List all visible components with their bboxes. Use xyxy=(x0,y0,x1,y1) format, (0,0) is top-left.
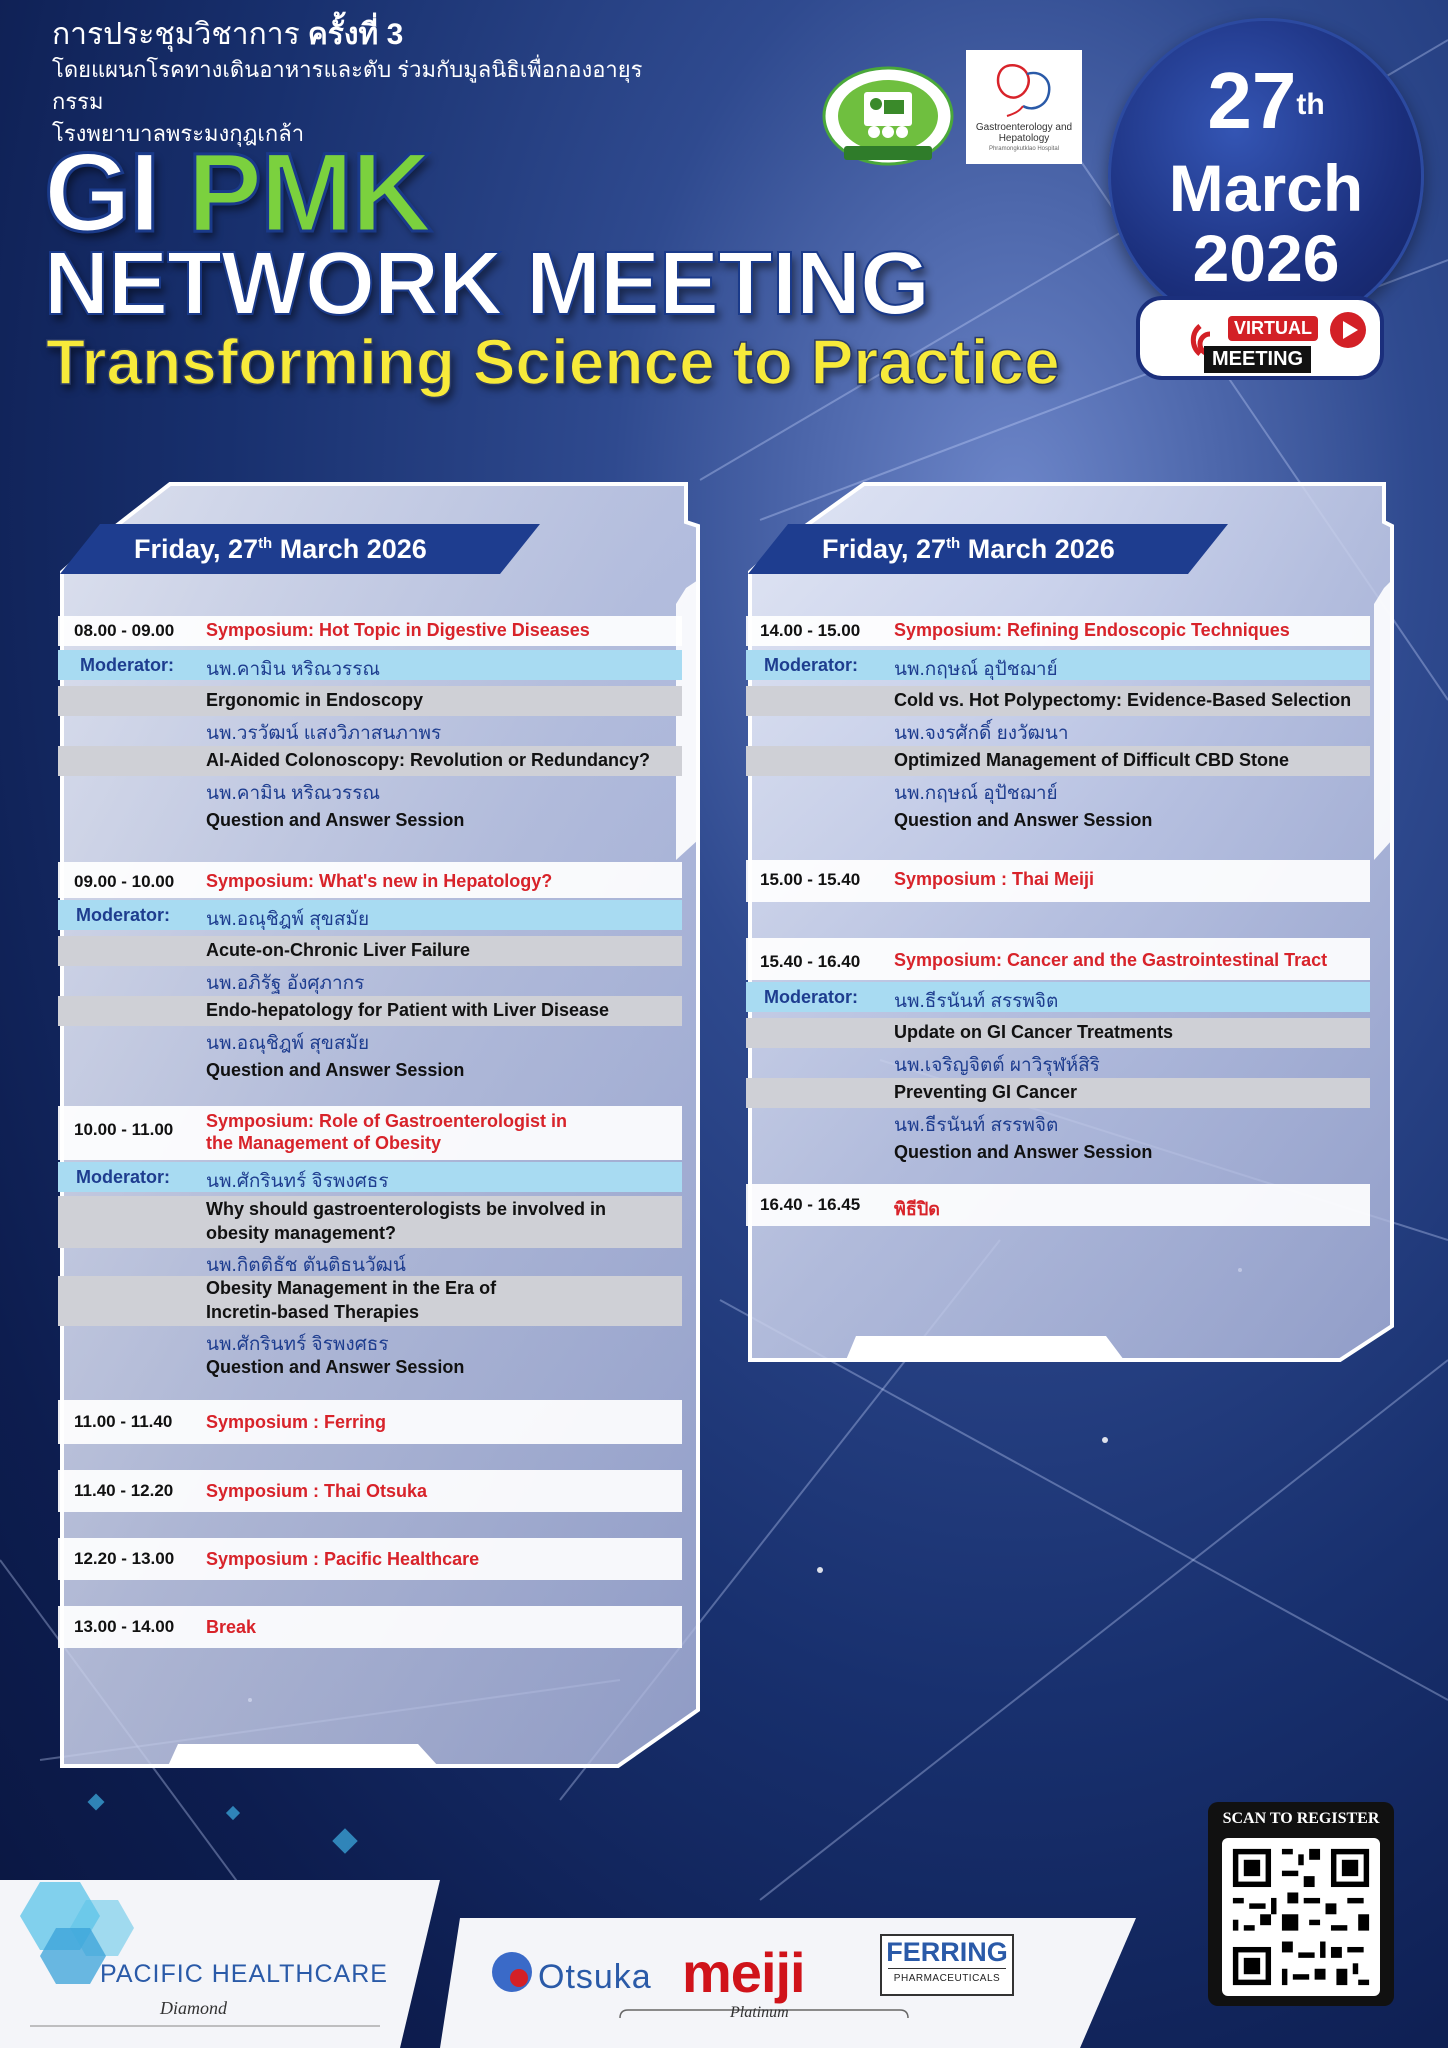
session-title: Symposium : Thai Otsuka xyxy=(206,1481,428,1501)
session-title: Break xyxy=(206,1617,257,1637)
virtual-label: VIRTUAL xyxy=(1228,316,1318,341)
talk-title: AI-Aided Colonoscopy: Revolution or Redundancy? xyxy=(206,750,651,770)
conference-edition-number: ครั้งที่ 3 xyxy=(307,18,404,51)
session-time: 16.40 - 16.45 xyxy=(760,1195,861,1214)
moderator-label: Moderator: xyxy=(76,1167,170,1187)
conference-label: การประชุมวิชาการ xyxy=(52,18,300,51)
ferring-sub: PHARMACEUTICALS xyxy=(888,1968,1006,1989)
talk-title: Optimized Management of Difficult CBD Stone xyxy=(894,750,1290,770)
session-title: Symposium: Hot Topic in Digestive Diseases xyxy=(206,620,590,640)
qa-session: Question and Answer Session xyxy=(206,810,465,830)
talk-title: Endo-hepatology for Patient with Liver Disease xyxy=(206,1000,610,1020)
speaker-name: นพ.จงรศักดิ์ ยงวัฒนา xyxy=(894,723,1069,744)
conference-edition xyxy=(52,16,692,54)
panel-left-date-tab xyxy=(60,524,540,574)
session-title: the Management of Obesity xyxy=(206,1133,442,1153)
date-badge xyxy=(1108,18,1424,334)
session-time: 12.20 - 13.00 xyxy=(74,1549,175,1568)
session-time: 10.00 - 11.00 xyxy=(74,1120,174,1139)
moderator-name: นพ.ธีรนันท์ สรรพจิต xyxy=(894,991,1059,1012)
speaker-name: นพ.อณุชิฎพ์ สุขสมัย xyxy=(206,1033,370,1054)
logo2-subcaption: Phramongkutklao Hospital xyxy=(988,146,1060,152)
sponsor-pacific-healthcare: PACIFIC HEALTHCARE xyxy=(100,1960,388,1988)
talk-title: Why should gastroenterologists be involved in xyxy=(206,1199,607,1219)
speaker-name: นพ.วรวัฒน์ แสงวิภาสนภาพร xyxy=(206,723,442,744)
moderator-name: นพ.คามิน หริณวรรณ xyxy=(206,659,381,680)
speaker-name: นพ.เจริญจิตต์ ผาวิรุฬห์สิริ xyxy=(894,1055,1100,1076)
logo2-caption: Gastroenterology and Hepatology xyxy=(975,122,1073,144)
panel-right-date-text: Friday, 27th March 2026 xyxy=(822,533,1115,564)
talk-title: Incretin-based Therapies xyxy=(206,1302,420,1322)
talk-title: Obesity Management in the Era of xyxy=(206,1278,497,1298)
moderator-label: Moderator: xyxy=(76,905,170,925)
session-time: 14.00 - 15.00 xyxy=(760,621,861,640)
date-month: March xyxy=(1168,151,1364,225)
foundation-logo xyxy=(818,66,958,166)
title-pmk: PMK xyxy=(187,130,431,255)
session-title: Symposium : Pacific Healthcare xyxy=(206,1549,480,1569)
talk-title: Acute-on-Chronic Liver Failure xyxy=(206,940,471,960)
title-network-meeting: NETWORK MEETING xyxy=(44,234,929,334)
virtual-meeting-badge xyxy=(1136,296,1384,380)
date-day xyxy=(1111,56,1421,145)
speaker-name: นพ.กิตติธัช ตันติธนวัฒน์ xyxy=(206,1255,406,1276)
talk-title: Cold vs. Hot Polypectomy: Evidence-Based Selection xyxy=(894,690,1352,710)
speaker-name: นพ.ศักรินทร์ จิรพงศธร xyxy=(206,1334,389,1355)
qr-code-icon xyxy=(1222,1838,1380,1996)
session-time: 09.00 - 10.00 xyxy=(74,872,175,891)
speaker-name: นพ.ธีรนันท์ สรรพจิต xyxy=(894,1115,1059,1136)
tagline: Transforming Science to Practice xyxy=(46,326,1060,398)
sponsor-meiji: meiji xyxy=(682,1941,805,2004)
ferring-name: FERRING xyxy=(886,1937,1008,1967)
schedule-panel-left xyxy=(58,480,704,1770)
date-day-number: 27 xyxy=(1207,56,1297,145)
session-time: 11.40 - 12.20 xyxy=(74,1481,174,1500)
moderator-label: Moderator: xyxy=(764,655,858,675)
liver-stomach-icon xyxy=(989,56,1059,122)
talk-title: obesity management? xyxy=(206,1223,397,1243)
session-time: 15.40 - 16.40 xyxy=(760,952,861,971)
organizer-line: โดยแผนกโรคทางเดินอาหารและตับ ร่วมกับมูลนิธิเพื่อกองอายุรกรรม xyxy=(52,57,643,114)
session-time: 11.00 - 11.40 xyxy=(74,1412,173,1431)
talk-title: Preventing GI Cancer xyxy=(894,1082,1078,1102)
moderator-name: นพ.อณุชิฎพ์ สุขสมัย xyxy=(206,909,370,930)
sponsor-ferring xyxy=(880,1934,1014,1996)
date-year: 2026 xyxy=(1192,221,1340,295)
gastro-hepatology-logo xyxy=(966,50,1082,164)
hospital-line: โรงพยาบาลพระมงกุฎเกล้า xyxy=(52,121,305,146)
session-title: Symposium: Refining Endoscopic Techniques xyxy=(894,620,1290,640)
moderator-name: นพ.ศักรินทร์ จิรพงศธร xyxy=(206,1171,389,1192)
platinum-tier-label: Platinum xyxy=(730,2004,789,2021)
qa-session: Question and Answer Session xyxy=(894,810,1153,830)
moderator-label: Moderator: xyxy=(80,655,174,675)
session-title: Symposium: Role of Gastroenterologist in xyxy=(206,1111,568,1131)
moderator-name: นพ.กฤษณ์ อุปัชฌาย์ xyxy=(894,659,1058,680)
schedule-panel-right xyxy=(746,480,1396,1364)
session-title: Symposium: Cancer and the Gastrointestinal Tract xyxy=(894,950,1328,970)
speaker-name: นพ.อภิรัฐ อังศุภากร xyxy=(206,973,365,994)
play-icon xyxy=(1328,310,1368,350)
speaker-name: นพ.คามิน หริณวรรณ xyxy=(206,783,381,804)
session-time: 08.00 - 09.00 xyxy=(74,621,175,640)
speaker-name: นพ.กฤษณ์ อุปัชฌาย์ xyxy=(894,783,1058,804)
moderator-label: Moderator: xyxy=(764,987,858,1007)
session-title: Symposium : Ferring xyxy=(206,1412,387,1432)
meeting-label: MEETING xyxy=(1204,346,1311,373)
session-title: Symposium: What's new in Hepatology? xyxy=(206,871,553,891)
session-time: 13.00 - 14.00 xyxy=(74,1617,175,1636)
qr-code[interactable] xyxy=(1222,1838,1380,1996)
session-title: พิธีปิด xyxy=(894,1199,940,1219)
qa-session: Question and Answer Session xyxy=(206,1060,465,1080)
panel-left-date-text: Friday, 27th March 2026 xyxy=(134,533,427,564)
qa-session: Question and Answer Session xyxy=(894,1142,1153,1162)
date-day-suffix: th xyxy=(1296,88,1325,121)
session-title: Symposium : Thai Meiji xyxy=(894,869,1095,889)
register-label: SCAN TO REGISTER xyxy=(1222,1810,1380,1827)
panel-right-frame xyxy=(746,480,1396,1364)
register-qr-block[interactable] xyxy=(1208,1802,1394,2006)
diamond-tier-label: Diamond xyxy=(160,1998,227,2018)
sponsor-otsuka: Otsuka xyxy=(538,1958,652,1996)
qa-session: Question and Answer Session xyxy=(206,1357,465,1377)
session-time: 15.00 - 15.40 xyxy=(760,870,861,889)
panel-right-date-tab xyxy=(748,524,1228,574)
title-gi: GI xyxy=(44,130,159,255)
talk-title: Update on GI Cancer Treatments xyxy=(894,1022,1174,1042)
talk-title: Ergonomic in Endoscopy xyxy=(206,690,424,710)
